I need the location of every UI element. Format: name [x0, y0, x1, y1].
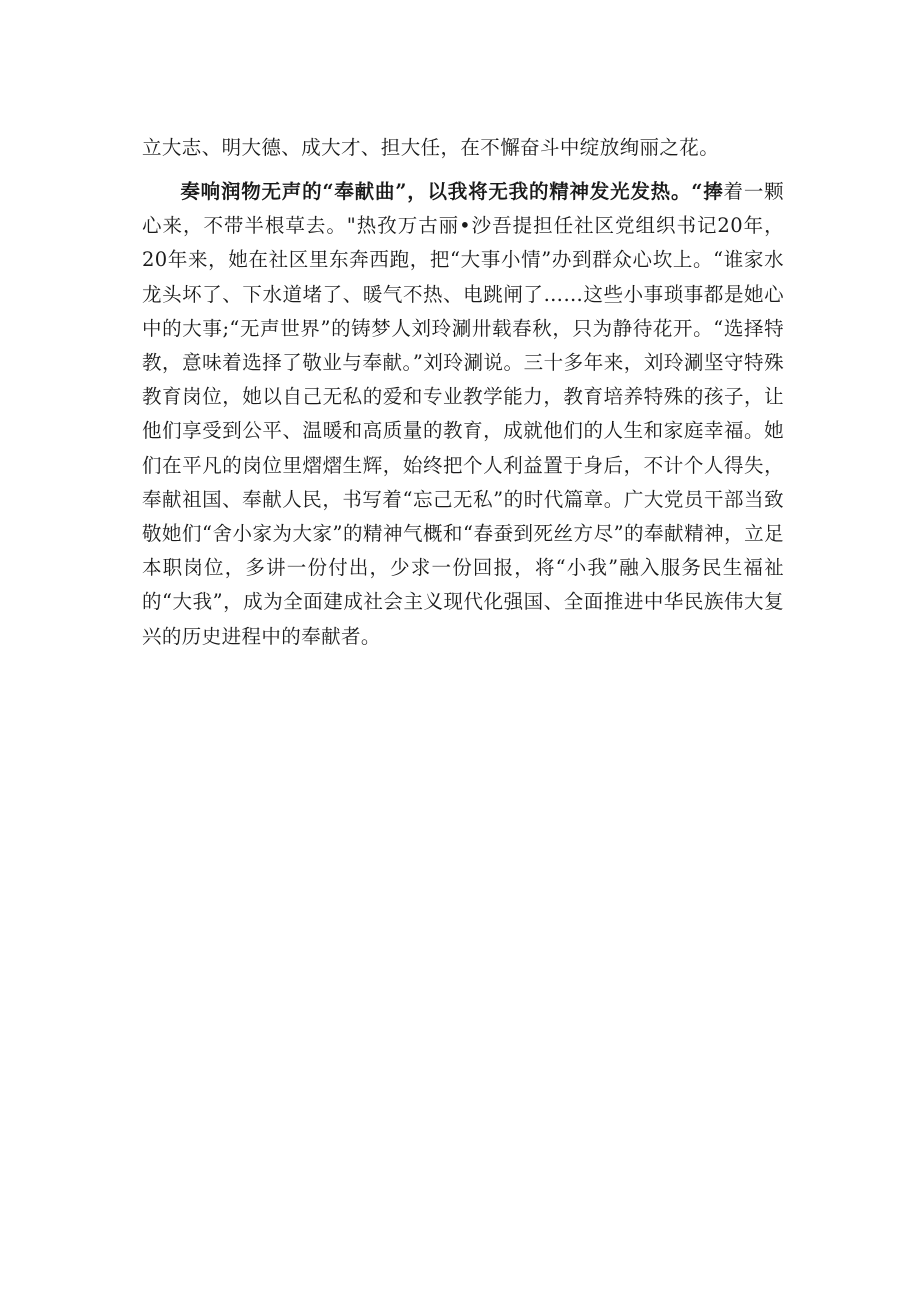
paragraph-2-heading: 奏响润物无声的“奉献曲”，以我将无我的精神发光发热。“捧	[180, 180, 724, 203]
paragraph-2	[142, 175, 784, 654]
paragraph-2-body: 着一颗心来，不带半根草去。"热孜万古丽•沙吾提担任社区党组织书记20年，20年来，她在社区里东奔西跑，把“大事小情”办到群众心坎上。“谁家水龙头坏了、下水道堵了、暖气不热、电跳闸了……这些小事琐事都是她心中的大事;“无声世界”的铸梦人刘玲涮卅载春秋，只为静待花开。“选择特教，意味着选择了敬业与奉献。”刘玲涮说。三十多年来，刘玲涮坚守特殊教育岗位，她以自己无私的爱和专业教学能力，教育培养特殊的孩子，让他们享受到公平、温暖和高质量的教育，成就他们的人生和家庭幸福。她们在平凡的岗位里熠熠生辉，始终把个人利益置于身后，不计个人得失，奉献祖国、奉献人民，书写着“忘己无私”的时代篇章。广大党员干部当致敬她们“舍小家为大家”的精神气概和“春蚕到死丝方尽”的奉献精神，立足本职岗位，多讲一份付出，少求一份回报，将“小我”融入服务民生福祉的“大我”，成为全面建成社会主义现代化强国、全面推进中华民族伟大复兴的历史进程中的奉献者。	[142, 180, 785, 648]
paragraph-1-text: 立大志、明大德、成大才、担大任，在不懈奋斗中绽放绚丽之花。	[142, 136, 720, 159]
paragraph-1	[142, 131, 784, 165]
